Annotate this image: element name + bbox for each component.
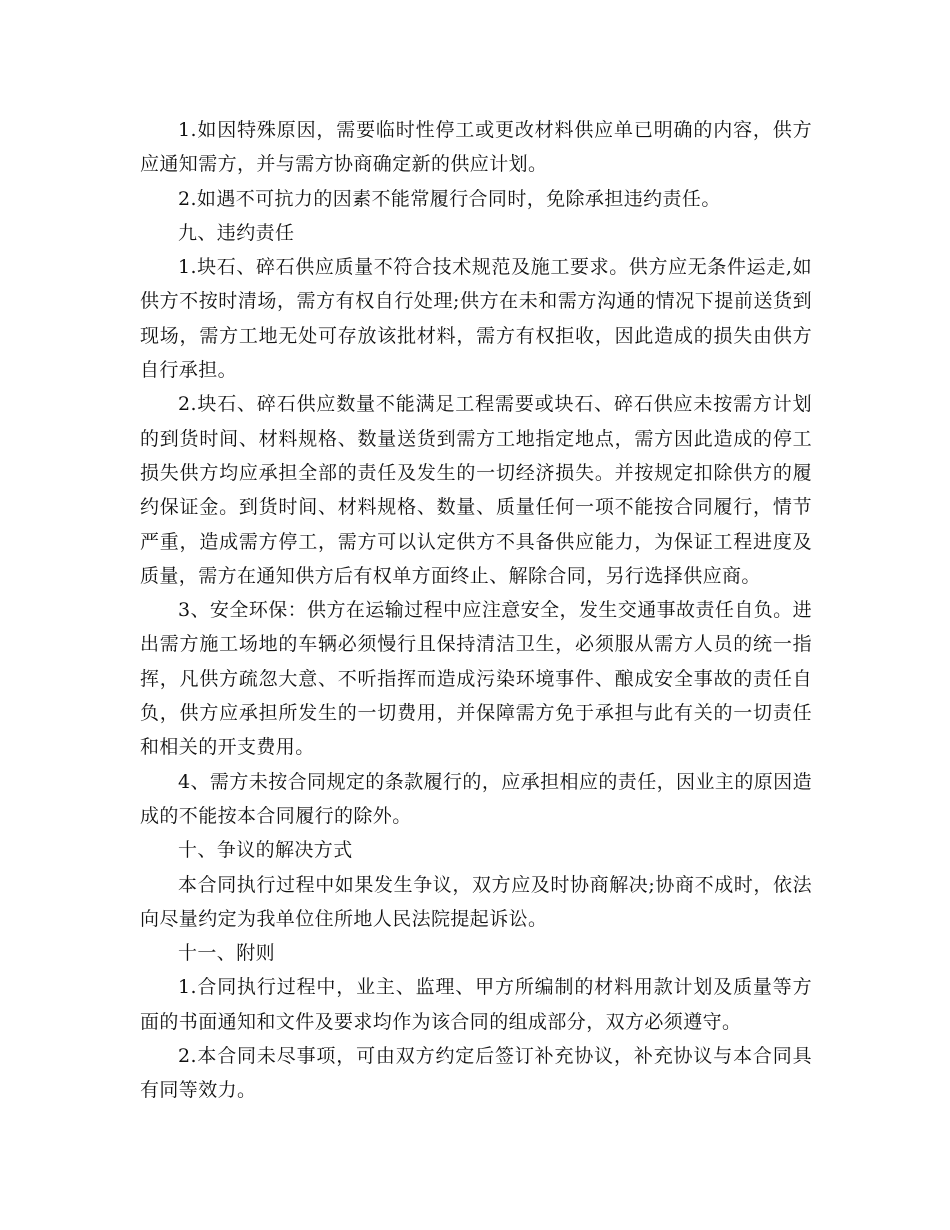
clause-paragraph: 1.如因特殊原因，需要临时性停工或更改材料供应单已明确的内容，供方应通知需方，并与需方协商确定新的供应计划。 [140, 119, 812, 176]
section-heading-supplementary: 十一、附则 [178, 942, 276, 965]
document-body [140, 113, 812, 1108]
clause-paragraph: 2.如遇不可抗力的因素不能常履行合同时，免除承担违约责任。 [178, 187, 721, 210]
clause-paragraph: 2.本合同未尽事项，可由双方约定后签订补充协议，补充协议与本合同具有同等效力。 [140, 1045, 812, 1102]
section-heading-dispute: 十、争议的解决方式 [178, 839, 353, 862]
clause-paragraph: 1.合同执行过程中，业主、监理、甲方所编制的材料用款计划及质量等方面的书面通知和文件及要求均作为该合同的组成部分，双方必须遵守。 [140, 976, 812, 1033]
clause-paragraph: 3、安全环保：供方在运输过程中应注意安全，发生交通事故责任自负。进出需方施工场地的车辆必须慢行且保持清洁卫生，必须服从需方人员的统一指挥，凡供方疏忽大意、不听指挥而造成污染环境事件、酿成安全事故的责任自负，供方应承担所发生的一切费用，并保障需方免于承担与此有关的一切责任和相关的开支费用。 [140, 599, 812, 759]
clause-paragraph: 1.块石、碎石供应质量不符合技术规范及施工要求。供方应无条件运走,如供方不按时清场，需方有权自行处理;供方在未和需方沟通的情况下提前送货到现场，需方工地无处可存放该批材料，需方有权拒收，因此造成的损失由供方自行承担。 [140, 256, 812, 382]
section-heading-breach: 九、违约责任 [178, 221, 295, 244]
clause-paragraph: 4、需方未按合同规定的条款履行的，应承担相应的责任，因业主的原因造成的不能按本合同履行的除外。 [140, 770, 812, 827]
clause-paragraph: 2.块石、碎石供应数量不能满足工程需要或块石、碎石供应未按需方计划的到货时间、材料规格、数量送货到需方工地指定地点，需方因此造成的停工损失供方均应承担全部的责任及发生的一切经济损失。并按规定扣除供方的履约保证金。到货时间、材料规格、数量、质量任何一项不能按合同履行，情节严重，造成需方停工，需方可以认定供方不具备供应能力，为保证工程进度及质量，需方在通知供方后有权单方面终止、解除合同，另行选择供应商。 [140, 393, 812, 587]
clause-paragraph: 本合同执行过程中如果发生争议，双方应及时协商解决;协商不成时，依法向尽量约定为我单位住所地人民法院提起诉讼。 [140, 873, 812, 930]
